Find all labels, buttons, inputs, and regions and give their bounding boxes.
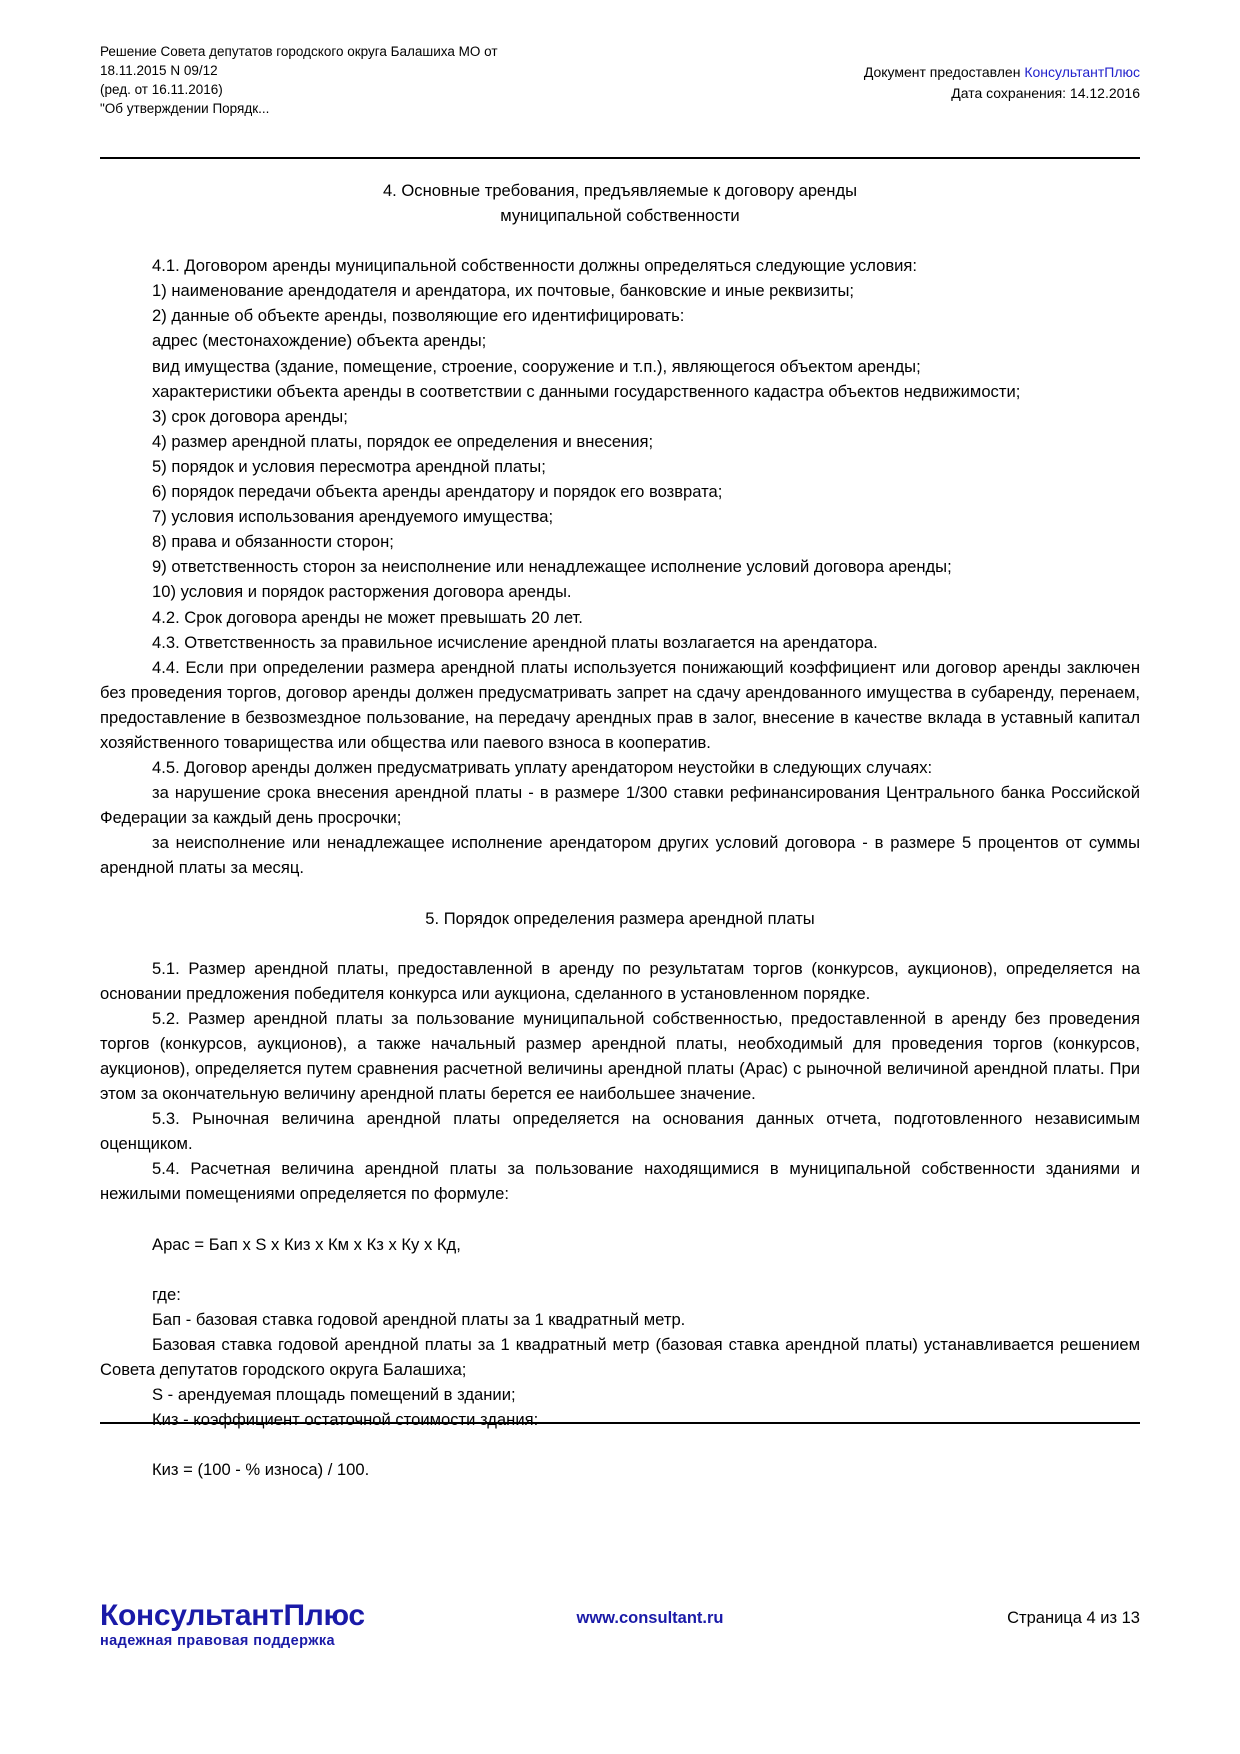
page-footer	[100, 1600, 1140, 1650]
list-item-2-characteristics: характеристики объекта аренды в соответствии с данными государственного кадастра объектов недвижимости;	[152, 381, 1021, 401]
list-item-3: 3) срок договора аренды;	[152, 406, 348, 426]
footer-divider	[100, 1422, 1140, 1424]
definition-bap: Бап - базовая ставка годовой арендной платы за 1 квадратный метр.	[152, 1309, 686, 1329]
header-divider	[100, 157, 1140, 159]
paragraph-4-5-penalty-breach: за неисполнение или ненадлежащее исполнение арендатором других условий договора - в размере 5 процентов от суммы арендной платы за месяц.	[100, 833, 1140, 878]
paragraph-5-3: 5.3. Рыночная величина арендной платы определяется на основания данных отчета, подготовленного независимым оценщиком.	[100, 1109, 1140, 1154]
doc-title-line-2: 18.11.2015 N 09/12	[100, 63, 218, 79]
paragraph-4-5: 4.5. Договор аренды должен предусматривать уплату арендатором неустойки в следующих случаях:	[152, 758, 933, 778]
document-reference	[100, 42, 498, 119]
list-item-9: 9) ответственность сторон за неисполнение или ненадлежащее исполнение условий договора аренды;	[152, 557, 952, 577]
doc-title-line-1: Решение Совета депутатов городского округа Балашиха МО от	[100, 44, 498, 59]
list-item-7: 7) условия использования арендуемого имущества;	[152, 507, 554, 527]
section-4-heading-line-1: 4. Основные требования, предъявляемые к договору аренды	[382, 181, 858, 200]
page-header	[100, 42, 1140, 119]
spacer	[100, 1432, 1140, 1457]
section-5-heading	[100, 906, 1140, 931]
list-item-2: 2) данные об объекте аренды, позволяющие его идентифицировать:	[152, 306, 685, 326]
where-label: где:	[152, 1284, 181, 1304]
doc-title-line-3: (ред. от 16.11.2016)	[100, 82, 223, 98]
section-4-heading	[100, 178, 1140, 228]
definition-kiz: Киз - коэффициент остаточной стоимости здания:	[152, 1410, 539, 1430]
formula-arent: Арас = Бап х S х Киз х Км х Кз х Ку х Кд,	[152, 1234, 461, 1254]
list-item-1: 1) наименование арендодателя и арендатора, их почтовые, банковские и иные реквизиты;	[152, 281, 854, 301]
definition-bap-detail: Базовая ставка годовой арендной платы за 1 квадратный метр (базовая ставка арендной платы) устанавливается решением Совета депутатов городского округа Балашиха;	[100, 1334, 1140, 1379]
definition-s: S - арендуемая площадь помещений в здании;	[152, 1385, 516, 1405]
spacer	[100, 1207, 1140, 1232]
formula-kiz: Киз = (100 - % износа) / 100.	[152, 1460, 370, 1480]
consultant-plus-link[interactable]: КонсультантПлюс	[1024, 64, 1140, 80]
document-body	[100, 178, 1140, 1482]
spacer	[100, 881, 1140, 906]
section-5-heading-line-1: 5. Порядок определения размера арендной платы	[425, 908, 815, 928]
paragraph-5-2: 5.2. Размер арендной платы за пользование муниципальной собственностью, предоставленной в аренду без проведения торгов (конкурсов, аукционов), а также начальный размер арендной платы, необходимый для проведения торгов (конкурсов, аукционов), определяется путем сравнения расчетной величины арендной платы (Арас) с рыночной величиной арендной платы. При этом за окончательную величину арендной платы берется ее наибольшее значение.	[100, 1008, 1140, 1104]
consultant-plus-logo	[100, 1600, 430, 1650]
doc-title-line-4: "Об утверждении Порядк...	[100, 101, 270, 117]
spacer	[100, 228, 1140, 253]
saved-date: Дата сохранения: 14.12.2016	[951, 85, 1140, 101]
paragraph-4-3: 4.3. Ответственность за правильное исчисление арендной платы возлагается на арендатора.	[152, 632, 878, 652]
document-provider-info	[864, 42, 1140, 104]
list-item-2-property-type: вид имущества (здание, помещение, строение, сооружение и т.п.), являющегося объектом аренды;	[152, 356, 921, 376]
list-item-10: 10) условия и порядок расторжения договора аренды.	[152, 582, 572, 602]
paragraph-5-1: 5.1. Размер арендной платы, предоставленной в аренду по результатам торгов (конкурсов, аукционов), определяется на основании предложения победителя конкурса или аукциона, сделанного в установленном порядке.	[100, 958, 1140, 1003]
spacer	[100, 931, 1140, 956]
page-number: Страница 4 из 13	[1007, 1608, 1140, 1627]
paragraph-5-4: 5.4. Расчетная величина арендной платы за пользование находящимися в муниципальной собственности зданиями и нежилыми помещениями определяется по формуле:	[100, 1159, 1140, 1204]
paragraph-4-1: 4.1. Договором аренды муниципальной собственности должны определяться следующие условия:	[152, 256, 918, 276]
logo-tagline: надежная правовая поддержка	[100, 1633, 335, 1649]
paragraph-4-2: 4.2. Срок договора аренды не может превышать 20 лет.	[152, 607, 583, 627]
website-link[interactable]: www.consultant.ru	[576, 1608, 724, 1627]
provided-by-label: Документ предоставлен	[863, 64, 1025, 80]
list-item-6: 6) порядок передачи объекта аренды арендатору и порядок его возврата;	[152, 482, 723, 502]
provided-by-line	[864, 62, 1140, 83]
paragraph-4-4: 4.4. Если при определении размера арендной платы используется понижающий коэффициент или договор аренды заключен без проведения торгов, договор аренды должен предусматривать запрет на сдачу арендованного имущества в субаренду, перенаем, предоставление в безвозмездное пользование, на передачу арендных прав в залог, внесение в качестве вклада в уставный капитал хозяйственного товарищества или общества или паевого взноса в кооператив.	[100, 657, 1140, 752]
logo-title: КонсультантПлюс	[100, 1598, 365, 1632]
paragraph-4-5-penalty-late: за нарушение срока внесения арендной платы - в размере 1/300 ставки рефинансирования Центрального банка Российской Федерации за каждый день просрочки;	[100, 783, 1140, 828]
list-item-4: 4) размер арендной платы, порядок ее определения и внесения;	[152, 431, 654, 451]
list-item-8: 8) права и обязанности сторон;	[152, 532, 394, 552]
list-item-2-address: адрес (местонахождение) объекта аренды;	[152, 331, 487, 351]
spacer	[100, 1257, 1140, 1282]
list-item-5: 5) порядок и условия пересмотра арендной платы;	[152, 456, 546, 476]
section-4-heading-line-2: муниципальной собственности	[500, 206, 740, 226]
